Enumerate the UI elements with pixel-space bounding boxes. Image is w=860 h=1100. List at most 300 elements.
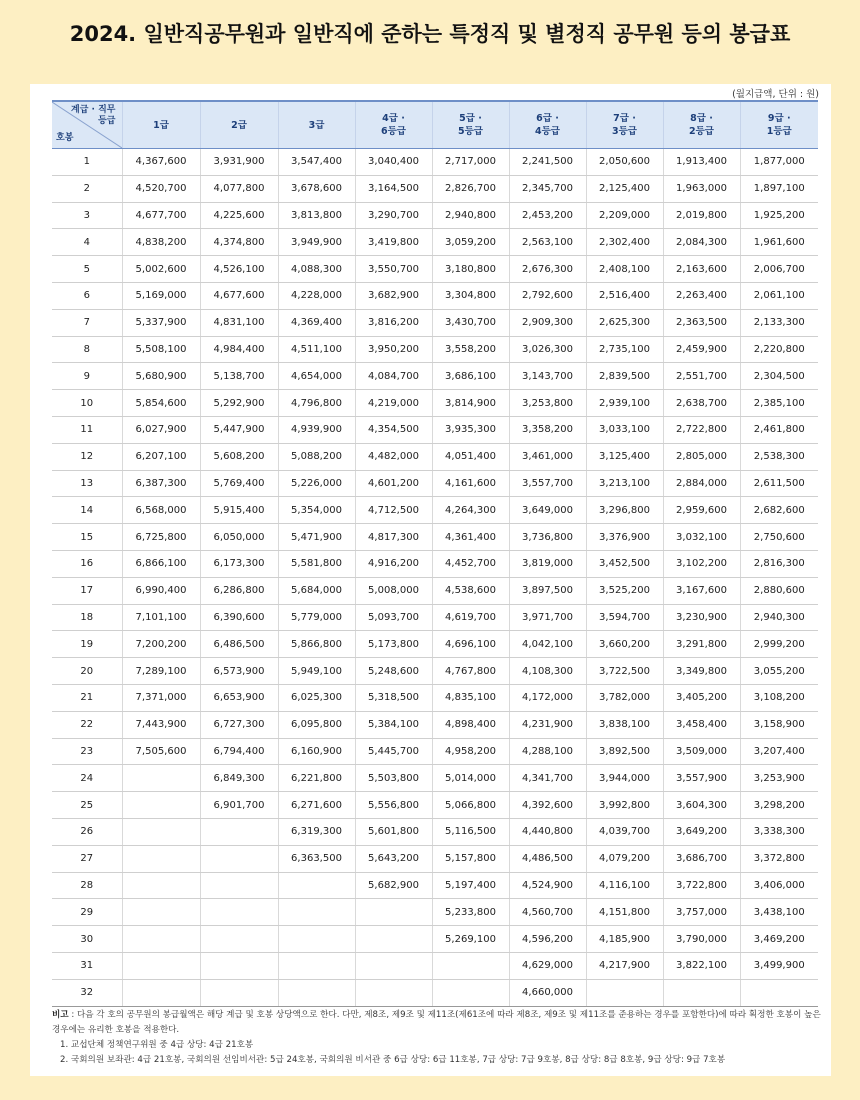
salary-cell: 2,750,600 [740,524,818,551]
salary-cell: 2,884,000 [663,470,740,497]
salary-cell: 4,088,300 [278,256,355,283]
salary-cell: 4,629,000 [509,952,586,979]
salary-cell: 6,160,900 [278,738,355,765]
salary-cell: 3,950,200 [355,336,432,363]
salary-cell: 5,471,900 [278,524,355,551]
salary-cell: 5,197,400 [432,872,509,899]
column-header [663,101,740,149]
salary-cell: 2,959,600 [663,497,740,524]
salary-cell [200,872,278,899]
salary-cell: 3,143,700 [509,363,586,390]
salary-cell: 4,354,500 [355,416,432,443]
salary-cell: 6,286,800 [200,577,278,604]
salary-cell: 2,304,500 [740,363,818,390]
salary-cell: 2,084,300 [663,229,740,256]
column-header-line1: 6급 · [536,113,559,124]
salary-cell: 4,219,000 [355,390,432,417]
corner-header-cell [52,101,122,149]
salary-cell: 3,213,100 [586,470,663,497]
salary-cell: 3,550,700 [355,256,432,283]
salary-cell: 3,682,900 [355,282,432,309]
salary-cell: 3,180,800 [432,256,509,283]
salary-cell: 1,925,200 [740,202,818,229]
salary-cell: 2,241,500 [509,149,586,176]
step-number-cell: 3 [52,202,122,229]
salary-cell [200,952,278,979]
salary-cell: 3,055,200 [740,658,818,685]
salary-cell: 7,371,000 [122,684,200,711]
salary-cell: 6,050,000 [200,524,278,551]
salary-cell: 3,814,900 [432,390,509,417]
salary-cell: 6,794,400 [200,738,278,765]
table-row [52,470,818,497]
salary-cell: 5,173,800 [355,631,432,658]
step-number-cell: 15 [52,524,122,551]
salary-cell: 4,341,700 [509,765,586,792]
column-header-line1: 9급 · [767,113,791,124]
salary-cell: 3,458,400 [663,711,740,738]
salary-cell: 2,050,600 [586,149,663,176]
salary-cell: 6,095,800 [278,711,355,738]
salary-cell: 3,253,800 [509,390,586,417]
salary-cell: 3,230,900 [663,604,740,631]
salary-cell: 4,817,300 [355,524,432,551]
pay-table [52,100,818,1007]
salary-cell: 3,649,000 [509,497,586,524]
salary-cell: 6,653,900 [200,684,278,711]
salary-cell: 4,217,900 [586,952,663,979]
salary-cell [432,952,509,979]
table-row [52,390,818,417]
salary-cell: 2,263,400 [663,282,740,309]
salary-cell: 5,318,500 [355,684,432,711]
step-number-cell: 7 [52,309,122,336]
salary-cell: 5,337,900 [122,309,200,336]
column-header-line2: 1등급 [766,126,792,137]
salary-cell: 6,363,500 [278,845,355,872]
column-header [509,101,586,149]
salary-cell: 4,486,500 [509,845,586,872]
column-header [122,101,200,149]
salary-cell: 6,901,700 [200,792,278,819]
salary-cell: 6,271,600 [278,792,355,819]
salary-cell: 5,157,800 [432,845,509,872]
table-row [52,175,818,202]
step-number-cell: 6 [52,282,122,309]
salary-cell: 6,319,300 [278,818,355,845]
table-row [52,684,818,711]
salary-cell: 4,264,300 [432,497,509,524]
salary-cell: 3,032,100 [663,524,740,551]
salary-cell: 5,949,100 [278,658,355,685]
salary-cell: 5,680,900 [122,363,200,390]
salary-cell: 3,033,100 [586,416,663,443]
salary-cell: 2,019,800 [663,202,740,229]
step-number-cell: 18 [52,604,122,631]
salary-cell: 3,838,100 [586,711,663,738]
salary-cell: 3,296,800 [586,497,663,524]
salary-cell: 4,916,200 [355,550,432,577]
salary-cell [200,845,278,872]
step-number-cell: 11 [52,416,122,443]
notes-main [52,1008,822,1038]
salary-cell [740,979,818,1006]
salary-cell: 3,782,000 [586,684,663,711]
salary-cell: 4,185,900 [586,926,663,953]
salary-cell: 4,361,400 [432,524,509,551]
salary-cell: 3,304,800 [432,282,509,309]
salary-cell: 4,108,300 [509,658,586,685]
salary-cell: 3,722,800 [663,872,740,899]
salary-cell: 3,026,300 [509,336,586,363]
salary-cell: 3,167,600 [663,577,740,604]
salary-cell: 3,207,400 [740,738,818,765]
salary-cell: 4,526,100 [200,256,278,283]
salary-cell: 2,625,300 [586,309,663,336]
salary-cell [432,979,509,1006]
salary-cell: 4,367,600 [122,149,200,176]
salary-cell: 2,735,100 [586,336,663,363]
salary-cell: 2,816,300 [740,550,818,577]
column-header [278,101,355,149]
salary-cell: 3,722,500 [586,658,663,685]
salary-cell: 3,736,800 [509,524,586,551]
salary-cell [122,792,200,819]
salary-cell: 4,712,500 [355,497,432,524]
salary-cell: 4,042,100 [509,631,586,658]
salary-cell: 4,161,600 [432,470,509,497]
column-header-line1: 4급 · [382,113,405,124]
table-row [52,497,818,524]
salary-cell [122,899,200,926]
table-row [52,818,818,845]
step-number-cell: 14 [52,497,122,524]
salary-cell: 3,405,200 [663,684,740,711]
salary-cell: 7,505,600 [122,738,200,765]
salary-cell: 3,461,000 [509,443,586,470]
salary-cell: 5,093,700 [355,604,432,631]
step-number-cell: 12 [52,443,122,470]
step-number-cell: 1 [52,149,122,176]
salary-cell: 5,556,800 [355,792,432,819]
salary-cell: 5,138,700 [200,363,278,390]
salary-cell [200,926,278,953]
salary-cell: 7,101,100 [122,604,200,631]
salary-cell: 4,392,600 [509,792,586,819]
step-number-cell: 32 [52,979,122,1006]
salary-cell: 6,573,900 [200,658,278,685]
salary-cell [200,899,278,926]
salary-cell [122,872,200,899]
salary-cell: 4,288,100 [509,738,586,765]
salary-cell: 2,061,100 [740,282,818,309]
salary-cell: 2,909,300 [509,309,586,336]
table-row [52,149,818,176]
salary-cell: 3,290,700 [355,202,432,229]
notes-text: : 다음 각 호의 공무원의 봉급월액은 해당 계급 및 호봉 상당액으로 한다. 다만, 제8조, 제9조 및 제11조(제61조에 따라 제8조, 제9조 및 제11조를 준용하는 경우를 포함한다)에 따라 획정한 호봉이 높은 경우에는 유리한 호봉을 적용한다. [52,1010,821,1035]
salary-cell: 4,520,700 [122,175,200,202]
table-row [52,765,818,792]
salary-cell: 3,757,000 [663,899,740,926]
salary-cell: 3,557,900 [663,765,740,792]
salary-cell: 4,984,400 [200,336,278,363]
salary-cell: 4,524,900 [509,872,586,899]
salary-cell: 6,207,100 [122,443,200,470]
salary-cell: 4,039,700 [586,818,663,845]
step-number-cell: 22 [52,711,122,738]
salary-cell: 5,354,000 [278,497,355,524]
salary-cell: 4,452,700 [432,550,509,577]
salary-cell: 5,292,900 [200,390,278,417]
salary-cell: 7,443,900 [122,711,200,738]
salary-cell: 3,430,700 [432,309,509,336]
salary-cell: 4,898,400 [432,711,509,738]
salary-cell: 6,727,300 [200,711,278,738]
salary-cell: 6,568,000 [122,497,200,524]
salary-cell: 5,915,400 [200,497,278,524]
salary-cell [355,926,432,953]
salary-cell: 5,854,600 [122,390,200,417]
column-header-line1: 2급 [231,119,247,131]
salary-cell: 4,796,800 [278,390,355,417]
salary-cell: 4,172,000 [509,684,586,711]
step-number-cell: 8 [52,336,122,363]
corner-top-line2: 등급 [98,116,116,126]
salary-cell [122,765,200,792]
salary-cell: 3,819,000 [509,550,586,577]
table-row [52,711,818,738]
salary-cell: 1,897,100 [740,175,818,202]
salary-cell: 3,164,500 [355,175,432,202]
salary-cell: 3,298,200 [740,792,818,819]
table-row [52,416,818,443]
salary-cell: 3,649,200 [663,818,740,845]
salary-cell [355,979,432,1006]
salary-cell: 5,014,000 [432,765,509,792]
step-number-cell: 20 [52,658,122,685]
salary-cell: 1,913,400 [663,149,740,176]
salary-cell: 5,248,600 [355,658,432,685]
salary-cell: 2,792,600 [509,282,586,309]
salary-cell: 3,557,700 [509,470,586,497]
salary-cell [122,845,200,872]
salary-cell: 2,638,700 [663,390,740,417]
salary-cell: 4,677,600 [200,282,278,309]
salary-cell: 4,958,200 [432,738,509,765]
salary-cell: 4,231,900 [509,711,586,738]
salary-cell [278,926,355,953]
column-header-line2: 4등급 [535,126,560,137]
salary-cell: 2,461,800 [740,416,818,443]
step-number-cell: 21 [52,684,122,711]
column-header-line2: 5등급 [458,126,483,137]
salary-cell: 2,722,800 [663,416,740,443]
table-row [52,926,818,953]
salary-cell: 3,509,000 [663,738,740,765]
salary-cell: 5,002,600 [122,256,200,283]
table-row [52,309,818,336]
step-number-cell: 19 [52,631,122,658]
salary-cell: 3,059,200 [432,229,509,256]
salary-cell: 4,831,100 [200,309,278,336]
salary-cell: 2,839,500 [586,363,663,390]
column-header-line1: 3급 [308,119,325,131]
table-row [52,256,818,283]
salary-cell: 3,935,300 [432,416,509,443]
step-number-cell: 27 [52,845,122,872]
table-header-row [52,101,818,149]
salary-cell: 2,999,200 [740,631,818,658]
salary-cell: 2,939,100 [586,390,663,417]
salary-cell: 5,508,100 [122,336,200,363]
salary-cell: 2,563,100 [509,229,586,256]
column-header-line2: 2등급 [689,126,714,137]
column-header-line1: 5급 · [459,113,482,124]
unit-note: (월지급액, 단위 : 원) [732,89,819,100]
salary-cell: 5,169,000 [122,282,200,309]
salary-cell: 3,686,700 [663,845,740,872]
table-row [52,792,818,819]
salary-cell: 2,209,000 [586,202,663,229]
column-header-line2: 3등급 [612,126,637,137]
salary-cell: 4,369,400 [278,309,355,336]
salary-cell [278,952,355,979]
salary-cell: 4,079,200 [586,845,663,872]
salary-cell [586,979,663,1006]
page-title: 2024. 일반직공무원과 일반직에 준하는 특정직 및 별정직 공무원 등의 봉급표 [69,22,791,46]
salary-cell: 3,931,900 [200,149,278,176]
table-row [52,282,818,309]
salary-cell: 4,440,800 [509,818,586,845]
column-header-line1: 8급 · [690,113,713,124]
table-row [52,524,818,551]
table-row [52,577,818,604]
salary-cell [122,952,200,979]
salary-cell: 3,376,900 [586,524,663,551]
salary-cell: 3,338,300 [740,818,818,845]
salary-cell: 2,538,300 [740,443,818,470]
salary-cell: 5,684,000 [278,577,355,604]
salary-cell: 3,547,400 [278,149,355,176]
salary-cell: 4,596,200 [509,926,586,953]
salary-cell: 3,469,200 [740,926,818,953]
salary-cell: 3,040,400 [355,149,432,176]
salary-cell: 2,805,000 [663,443,740,470]
salary-cell: 5,116,500 [432,818,509,845]
salary-cell: 6,025,300 [278,684,355,711]
table-row [52,604,818,631]
step-number-cell: 28 [52,872,122,899]
salary-cell: 4,151,800 [586,899,663,926]
salary-cell: 5,643,200 [355,845,432,872]
salary-cell: 4,225,600 [200,202,278,229]
pay-table-card [30,84,831,1076]
salary-cell: 3,678,600 [278,175,355,202]
table-row [52,229,818,256]
salary-cell: 4,511,100 [278,336,355,363]
salary-cell: 3,349,800 [663,658,740,685]
salary-cell: 1,961,600 [740,229,818,256]
salary-cell: 3,358,200 [509,416,586,443]
salary-cell: 3,525,200 [586,577,663,604]
salary-cell: 4,538,600 [432,577,509,604]
salary-cell: 6,725,800 [122,524,200,551]
salary-cell: 3,949,900 [278,229,355,256]
salary-cell: 2,385,100 [740,390,818,417]
salary-cell: 3,686,100 [432,363,509,390]
salary-cell: 4,767,800 [432,658,509,685]
step-number-cell: 10 [52,390,122,417]
salary-cell: 5,779,000 [278,604,355,631]
salary-cell: 1,963,000 [663,175,740,202]
salary-cell: 4,077,800 [200,175,278,202]
salary-cell: 4,696,100 [432,631,509,658]
step-number-cell: 2 [52,175,122,202]
salary-cell: 2,682,600 [740,497,818,524]
table-row [52,845,818,872]
table-row [52,952,818,979]
salary-cell: 4,051,400 [432,443,509,470]
salary-cell: 2,302,400 [586,229,663,256]
salary-cell [355,952,432,979]
salary-cell: 3,291,800 [663,631,740,658]
salary-cell [355,899,432,926]
column-header-line2: 6등급 [381,126,406,137]
salary-cell: 5,447,900 [200,416,278,443]
salary-cell: 2,408,100 [586,256,663,283]
salary-cell [278,979,355,1006]
column-header [200,101,278,149]
step-number-cell: 31 [52,952,122,979]
salary-cell: 2,611,500 [740,470,818,497]
salary-cell: 4,835,100 [432,684,509,711]
table-row [52,899,818,926]
step-number-cell: 4 [52,229,122,256]
salary-cell: 6,221,800 [278,765,355,792]
salary-cell: 2,345,700 [509,175,586,202]
salary-cell: 2,940,800 [432,202,509,229]
salary-cell: 2,880,600 [740,577,818,604]
salary-cell: 5,503,800 [355,765,432,792]
salary-cell [122,926,200,953]
corner-top-line1: 계급 · 직무 [71,105,116,115]
salary-cell: 4,560,700 [509,899,586,926]
salary-cell: 5,384,100 [355,711,432,738]
salary-cell: 6,387,300 [122,470,200,497]
salary-cell: 4,482,000 [355,443,432,470]
salary-cell: 5,769,400 [200,470,278,497]
table-row [52,550,818,577]
step-number-cell: 13 [52,470,122,497]
step-number-cell: 24 [52,765,122,792]
salary-cell: 5,269,100 [432,926,509,953]
salary-cell: 5,445,700 [355,738,432,765]
salary-cell: 4,116,100 [586,872,663,899]
salary-cell [122,818,200,845]
salary-cell: 3,499,900 [740,952,818,979]
salary-cell: 2,220,800 [740,336,818,363]
step-number-cell: 16 [52,550,122,577]
salary-cell: 3,594,700 [586,604,663,631]
step-number-cell: 30 [52,926,122,953]
salary-cell: 6,849,300 [200,765,278,792]
step-number-cell: 25 [52,792,122,819]
salary-cell [122,979,200,1006]
notes-item-1: 1. 교섭단체 정책연구위원 중 4급 상당: 4급 21호봉 [60,1040,254,1050]
salary-cell [663,979,740,1006]
salary-cell: 2,516,400 [586,282,663,309]
table-row [52,443,818,470]
